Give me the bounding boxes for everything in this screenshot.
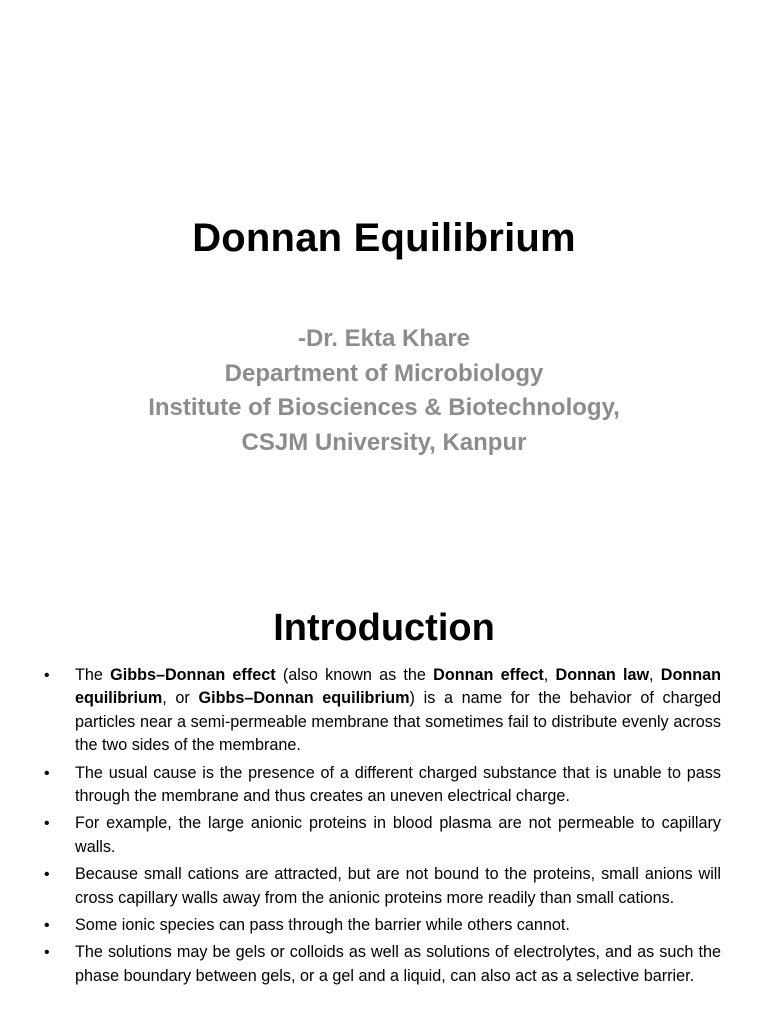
bullet-marker: •: [44, 815, 50, 833]
bullet-text: Some ionic species can pass through the barrier while others cannot.: [75, 916, 570, 935]
bullet-item: [0, 941, 768, 988]
university-name: CSJM University, Kanpur: [241, 428, 527, 456]
bullet-marker: •: [44, 866, 50, 884]
bullet-text: The solutions may be gels or colloids as well as solutions of electrolytes, and as such the phase boundary between gels, or a gel and a liquid, can also act as a selective barrier.: [75, 943, 721, 985]
bullet-bold-term: Donnan law: [555, 666, 650, 684]
bullet-bold-term: Gibbs–Donnan effect: [110, 666, 276, 684]
department-name: Department of Microbiology: [224, 359, 544, 387]
bullet-bold-term: Donnan effect: [433, 666, 544, 684]
bullet-list: [0, 664, 768, 992]
bullet-bold-term: Gibbs–Donnan equilibrium: [198, 689, 410, 708]
intro-heading: Introduction: [273, 607, 495, 649]
bullet-text: , or: [162, 689, 199, 708]
bullet-text: ) is a name for the behavior of charged particles near a semi-permeable membrane that sometimes fail to distribute evenly across the two sides of the membrane.: [75, 689, 721, 755]
bullet-item: [0, 863, 768, 910]
bullet-item: [0, 664, 768, 758]
author-name: -Dr. Ekta Khare: [297, 325, 471, 352]
bullet-item: [0, 812, 768, 859]
bullet-marker: •: [44, 944, 50, 962]
introduction-slide: [0, 576, 768, 1024]
bullet-text: ,: [649, 666, 661, 684]
slide-title: Donnan Equilibrium: [192, 216, 576, 260]
bullet-text: The: [75, 666, 111, 684]
bullet-marker: •: [44, 667, 50, 684]
bullet-text: (also known as the: [275, 666, 434, 684]
bullet-text: The usual cause is the presence of a different charged substance that is unable to pass through the membrane and thus creates an uneven electrical charge.: [75, 763, 721, 806]
bullet-text: ,: [543, 666, 556, 684]
bullet-marker: •: [44, 764, 50, 782]
bullet-marker: •: [44, 917, 50, 935]
bullet-bold-term: Donnan equilibrium: [75, 666, 722, 708]
bullet-text: Because small cations are attracted, but are not bound to the proteins, small anions will cross capillary walls away from the anionic proteins more readily than small cations.: [75, 865, 721, 907]
institute-name: Institute of Biosciences & Biotechnology,: [148, 394, 620, 421]
bullet-item: [0, 762, 768, 809]
author-block: [0, 322, 768, 460]
bullet-item: [0, 914, 768, 937]
bullet-text: For example, the large anionic proteins in blood plasma are not permeable to capillary walls.: [75, 814, 721, 856]
